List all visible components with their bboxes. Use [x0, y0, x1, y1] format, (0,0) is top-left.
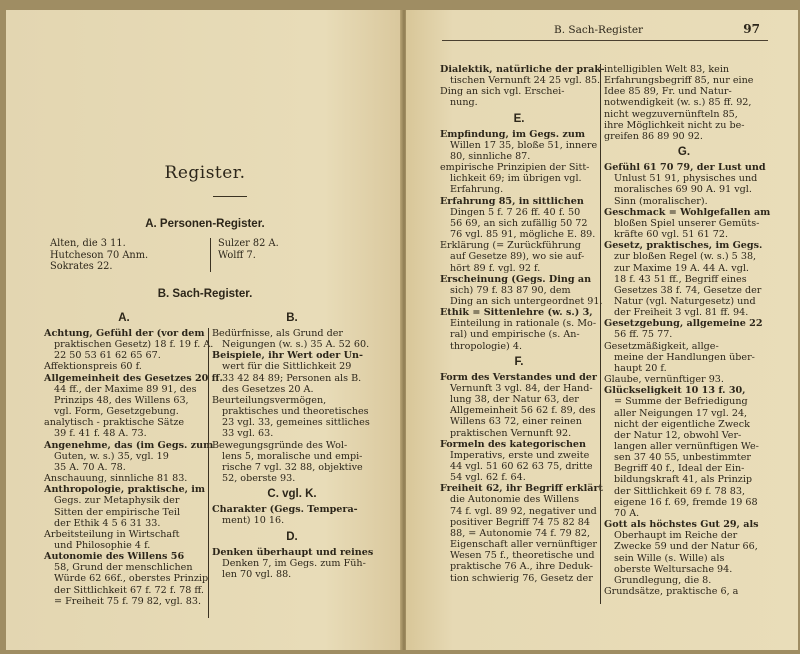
register-entry: Sokrates 22. — [50, 261, 113, 272]
personen-right-column — [218, 238, 279, 261]
section-letter: F. — [514, 355, 524, 368]
index-line: eigene 16 f. 69, fremde 19 68 — [614, 496, 758, 508]
index-line: analytisch - praktische Sätze — [44, 417, 185, 429]
index-line: Beurteilungsvermögen, — [212, 394, 327, 406]
index-line: Oberhaupt im Reiche der — [614, 530, 738, 542]
index-line: zur Maxime 19 A. 44 A. vgl. — [614, 262, 749, 274]
index-line: Natur (vgl. Naturgesetz) und — [614, 295, 756, 307]
index-line: intelligiblen Welt 83, kein — [604, 64, 730, 75]
index-line: Guten, w. s.) 35, vgl. 19 — [54, 450, 169, 462]
section-letter: D. — [286, 530, 298, 543]
index-line: Ding an sich vgl. Erschei- — [440, 86, 565, 98]
index-line: Würde 62 66f., oberstes Prinzip — [54, 573, 209, 585]
index-line: Erklärung (= Zurückführung — [440, 240, 581, 252]
personen-register-heading: A. Personen-Register. — [145, 218, 265, 230]
personen-left-column — [50, 238, 148, 273]
index-line: tion schwierig 76, Gesetz der — [450, 572, 593, 584]
index-line: wert für die Sittlichkeit 29 — [222, 361, 352, 373]
index-line: 58, Grund der menschlichen — [54, 562, 193, 574]
left-page — [6, 10, 404, 650]
index-line: Glaube, vernünftiger 93. — [604, 374, 724, 386]
index-line: ihre Möglichkeit nicht zu be- — [604, 119, 745, 131]
index-line: Empfindung, im Gegs. zum — [440, 128, 585, 140]
index-line: praktischen Vernunft 92. — [450, 427, 572, 439]
index-line: Autonomie des Willens 56 — [44, 551, 185, 563]
index-line: nicht wegzuvernünfteln 85, — [604, 108, 738, 120]
index-line: sein Wille (s. Wille) als — [614, 552, 725, 564]
index-line: 56 ff. 75 77. — [614, 329, 673, 341]
index-line: lung 38, der Natur 63, der — [450, 394, 579, 406]
index-line: empirische Prinzipien der Sitt- — [440, 162, 590, 174]
index-line: Erfahrung 85, in sittlichen — [440, 195, 584, 207]
index-line: bloßen Spiel unserer Gemüts- — [614, 217, 760, 229]
index-line: 44 vgl. 51 60 62 63 75, dritte — [450, 461, 593, 472]
sach-register-heading: B. Sach-Register. — [157, 288, 253, 300]
index-line: Gesetzgebung, allgemeine 22 — [604, 318, 763, 330]
index-line: = Summe der Befriedigung — [614, 396, 748, 408]
index-line: der Ethik 4 5 6 31 33. — [54, 517, 161, 529]
index-line: Willens 63 72, einer reinen — [450, 416, 582, 428]
index-line: Freiheit 62, ihr Begriff erklärt — [440, 483, 603, 495]
index-line: Prinzips 48, des Willens 63, — [54, 394, 189, 406]
section-letter: B. — [286, 312, 298, 324]
index-line: Arbeitsteilung in Wirtschaft — [44, 528, 180, 540]
index-line: Anthropologie, praktische, im — [44, 484, 206, 496]
index-line: Gesetzes 38 f. 74, Gesetze der — [614, 284, 762, 296]
index-line: bildungskraft 41, als Prinzip — [614, 474, 753, 486]
index-line: 33 vgl. 63. — [222, 428, 274, 440]
index-line: aller Neigungen 17 vgl. 24, — [614, 407, 748, 419]
section-letter: G. — [677, 146, 691, 159]
index-line: und Philosophie 4 f. — [54, 539, 151, 551]
register-entry: Sulzer 82 A. — [218, 238, 279, 249]
index-line: 88, = Autonomie 74 f. 79 82, — [450, 527, 591, 539]
column-separator — [210, 238, 211, 272]
index-line: = Freiheit 75 f. 79 82, vgl. 83. — [54, 595, 202, 607]
index-line: kräfte 60 vgl. 51 61 72. — [614, 229, 729, 241]
index-line: ment) 10 16. — [222, 515, 285, 527]
right-page — [406, 10, 798, 650]
index-line: Ding an sich untergeordnet 91. — [450, 295, 603, 307]
index-line: 39 f. 41 f. 48 A. 73. — [54, 428, 147, 440]
page-number: 97 — [743, 22, 760, 36]
index-line: Erscheinung (Gegs. Ding an — [440, 273, 592, 285]
index-line: haupt 20 f. — [614, 362, 667, 374]
index-line: Ethik = Sittenlehre (w. s.) 3, — [440, 307, 593, 319]
index-line: notwendigkeit (w. s.) 85 ff. 92, — [604, 97, 752, 109]
index-line: oberste Weltursache 94. — [614, 563, 733, 575]
index-line: 80, sinnliche 87. — [450, 150, 531, 162]
index-line: Allgemeinheit des Gesetzes 20 ff. — [44, 372, 223, 384]
index-line: langen aller vernünftigen We- — [614, 441, 759, 452]
index-line: zur bloßen Regel (w. s.) 5 38, — [614, 251, 757, 263]
column-separator — [208, 328, 209, 618]
register-entry: Hutcheson 70 Anm. — [50, 249, 149, 261]
right-column-2 — [604, 64, 771, 598]
index-line: Imperativs, erste und zweite — [450, 449, 590, 461]
index-line: Gefühl 61 70 79, der Lust und — [604, 162, 766, 174]
title-rule — [213, 196, 247, 197]
index-line: Dingen 5 f. 7 26 ff. 40 f. 50 — [450, 206, 581, 218]
index-line: Angenehme, das (im Gegs. zum — [44, 439, 214, 451]
index-line: Achtung, Gefühl der (vor dem — [44, 328, 205, 339]
section-letter: E. — [513, 112, 525, 125]
index-line: auf Gesetze 89), wo sie auf- — [450, 251, 585, 263]
index-line: 35 A. 70 A. 78. — [54, 461, 126, 473]
index-line: Geschmack = Wohlgefallen am — [604, 206, 771, 218]
index-line: Gesetz, praktisches, im Gegs. — [604, 240, 763, 252]
index-line: lens 5, moralische und empi- — [222, 450, 363, 462]
index-line: Bedürfnisse, als Grund der — [212, 328, 344, 339]
index-line: moralisches 69 90 A. 91 vgl. — [614, 184, 752, 196]
index-line: Charakter (Gegs. Tempera- — [212, 504, 358, 516]
index-line: Anschauung, sinnliche 81 83. — [44, 473, 188, 485]
index-line: der Sittlichkeit 67 f. 72 f. 78 ff. — [54, 584, 204, 596]
section-letter: A. — [118, 312, 130, 324]
index-line: Willen 17 35, bloße 51, innere — [450, 139, 598, 151]
index-line: sen 37 40 55, unbestimmter — [614, 452, 751, 464]
index-line: hört 89 f. vgl. 92 f. — [450, 262, 541, 274]
index-line: Sitten der empirische Teil — [54, 506, 181, 518]
index-line: des Gesetzes 20 A. — [222, 383, 314, 395]
index-line: 70 A. — [614, 507, 640, 519]
index-line: der Natur 12, obwohl Ver- — [614, 429, 742, 441]
index-line: Erfahrungsbegriff 85, nur eine — [604, 75, 754, 87]
index-line: lichkeit 69; im übrigen vgl. — [450, 173, 582, 185]
index-line: tischen Vernunft 24 25 vgl. 85. — [450, 75, 601, 87]
index-line: die Autonomie des Willens — [450, 494, 579, 506]
index-line: 74 f. vgl. 89 92, negativer und — [450, 505, 597, 517]
index-line: Bewegungsgründe des Wol- — [212, 439, 348, 451]
index-line: Affektionspreis 60 f. — [44, 361, 142, 373]
register-title: Register. — [164, 163, 246, 183]
index-line: rische 7 vgl. 32 88, objektive — [222, 461, 363, 473]
index-line: Vernunft 3 vgl. 84, der Hand- — [450, 382, 593, 394]
index-line: Denken überhaupt und reines — [212, 546, 374, 558]
index-line: Beispiele, ihr Wert oder Un- — [212, 350, 364, 362]
index-line: 22 50 53 61 62 65 67. — [54, 350, 161, 362]
index-line: 76 vgl. 85 91, mögliche E. 89. — [450, 229, 596, 241]
personen-register — [50, 238, 372, 274]
index-line: Neigungen (w. s.) 35 A. 52 60. — [222, 339, 370, 351]
register-entry: Alten, die 3 11. — [50, 238, 126, 249]
index-line: 33 42 84 89; Personen als B. — [222, 372, 362, 384]
index-line: Denken 7, im Gegs. zum Füh- — [222, 557, 366, 569]
index-line: nung. — [450, 97, 478, 109]
index-line: Zwecke 59 und der Natur 66, — [614, 541, 758, 553]
index-line: vgl. Form, Gesetzgebung. — [54, 406, 179, 418]
index-line: Grundsätze, praktische 6, a — [604, 586, 739, 598]
left-column-1 — [44, 308, 223, 607]
index-line: 18 f. 43 51 ff., Begriff eines — [614, 273, 747, 285]
index-line: der Freiheit 3 vgl. 81 ff. 94. — [614, 307, 749, 319]
index-line: Grundlegung, die 8. — [614, 574, 712, 586]
section-letter: C. vgl. K. — [267, 488, 317, 501]
index-line: meine der Handlungen über- — [614, 351, 755, 363]
index-line: positiver Begriff 74 75 82 84 — [450, 516, 590, 528]
index-line: Wesen 75 f., theoretische und — [450, 550, 595, 562]
running-head: B. Sach-Register — [554, 24, 644, 36]
index-line: Unlust 51 91, physisches und — [614, 173, 758, 185]
index-line: 52, oberste 93. — [222, 473, 296, 485]
index-line: Glückseligkeit 10 13 f. 30, — [604, 385, 746, 397]
index-line: thropologie) 4. — [450, 340, 522, 352]
index-line: 56 69, an sich zufällig 50 72 — [450, 217, 588, 229]
index-line: Formeln des kategorischen — [440, 438, 587, 450]
index-line: Sinn (moralischer). — [614, 195, 708, 207]
register-entry: Wolff 7. — [218, 249, 256, 261]
index-line: Form des Verstandes und der — [440, 371, 597, 383]
index-line: Gott als höchstes Gut 29, als — [604, 519, 759, 531]
index-line: sich) 79 f. 83 87 90, dem — [450, 284, 571, 296]
index-line: greifen 86 89 90 92. — [604, 130, 703, 142]
left-column-2 — [212, 308, 372, 580]
index-line: nicht der eigentliche Zweck — [614, 418, 750, 430]
index-line: praktische 76 A., ihre Deduk- — [450, 561, 593, 573]
index-line: Idee 85 89, Fr. und Natur- — [604, 86, 732, 98]
index-line: 54 vgl. 62 f. 64. — [450, 472, 526, 484]
index-line: Einteilung in rationale (s. Mo- — [450, 318, 597, 330]
index-line: Eigenschaft aller vernünftiger — [450, 539, 597, 551]
index-line: len 70 vgl. 88. — [222, 568, 292, 580]
index-line: der Sittlichkeit 69 f. 78 83, — [614, 485, 746, 497]
index-line: Gesetzmäßigkeit, allge- — [604, 340, 719, 352]
index-line: praktisches und theoretisches — [222, 406, 369, 418]
column-separator — [600, 64, 601, 604]
index-line: 23 vgl. 33, gemeines sittliches — [222, 417, 370, 429]
index-line: praktischen Gesetz) 18 f. 19 f. A. — [54, 339, 214, 351]
index-line: Dialektik, natürliche der prak- — [440, 64, 605, 75]
index-line: ral) und empirische (s. An- — [450, 329, 580, 341]
index-line: Erfahrung. — [450, 184, 504, 196]
index-line: Begriff 40 f., Ideal der Ein- — [614, 463, 745, 475]
index-line: Gegs. zur Metaphysik der — [54, 495, 180, 507]
index-line: 44 ff., der Maxime 89 91, des — [54, 383, 197, 395]
right-column-1 — [440, 64, 605, 584]
header-rule — [442, 40, 768, 41]
index-line: Allgemeinheit 56 62 f. 89, des — [450, 405, 596, 417]
